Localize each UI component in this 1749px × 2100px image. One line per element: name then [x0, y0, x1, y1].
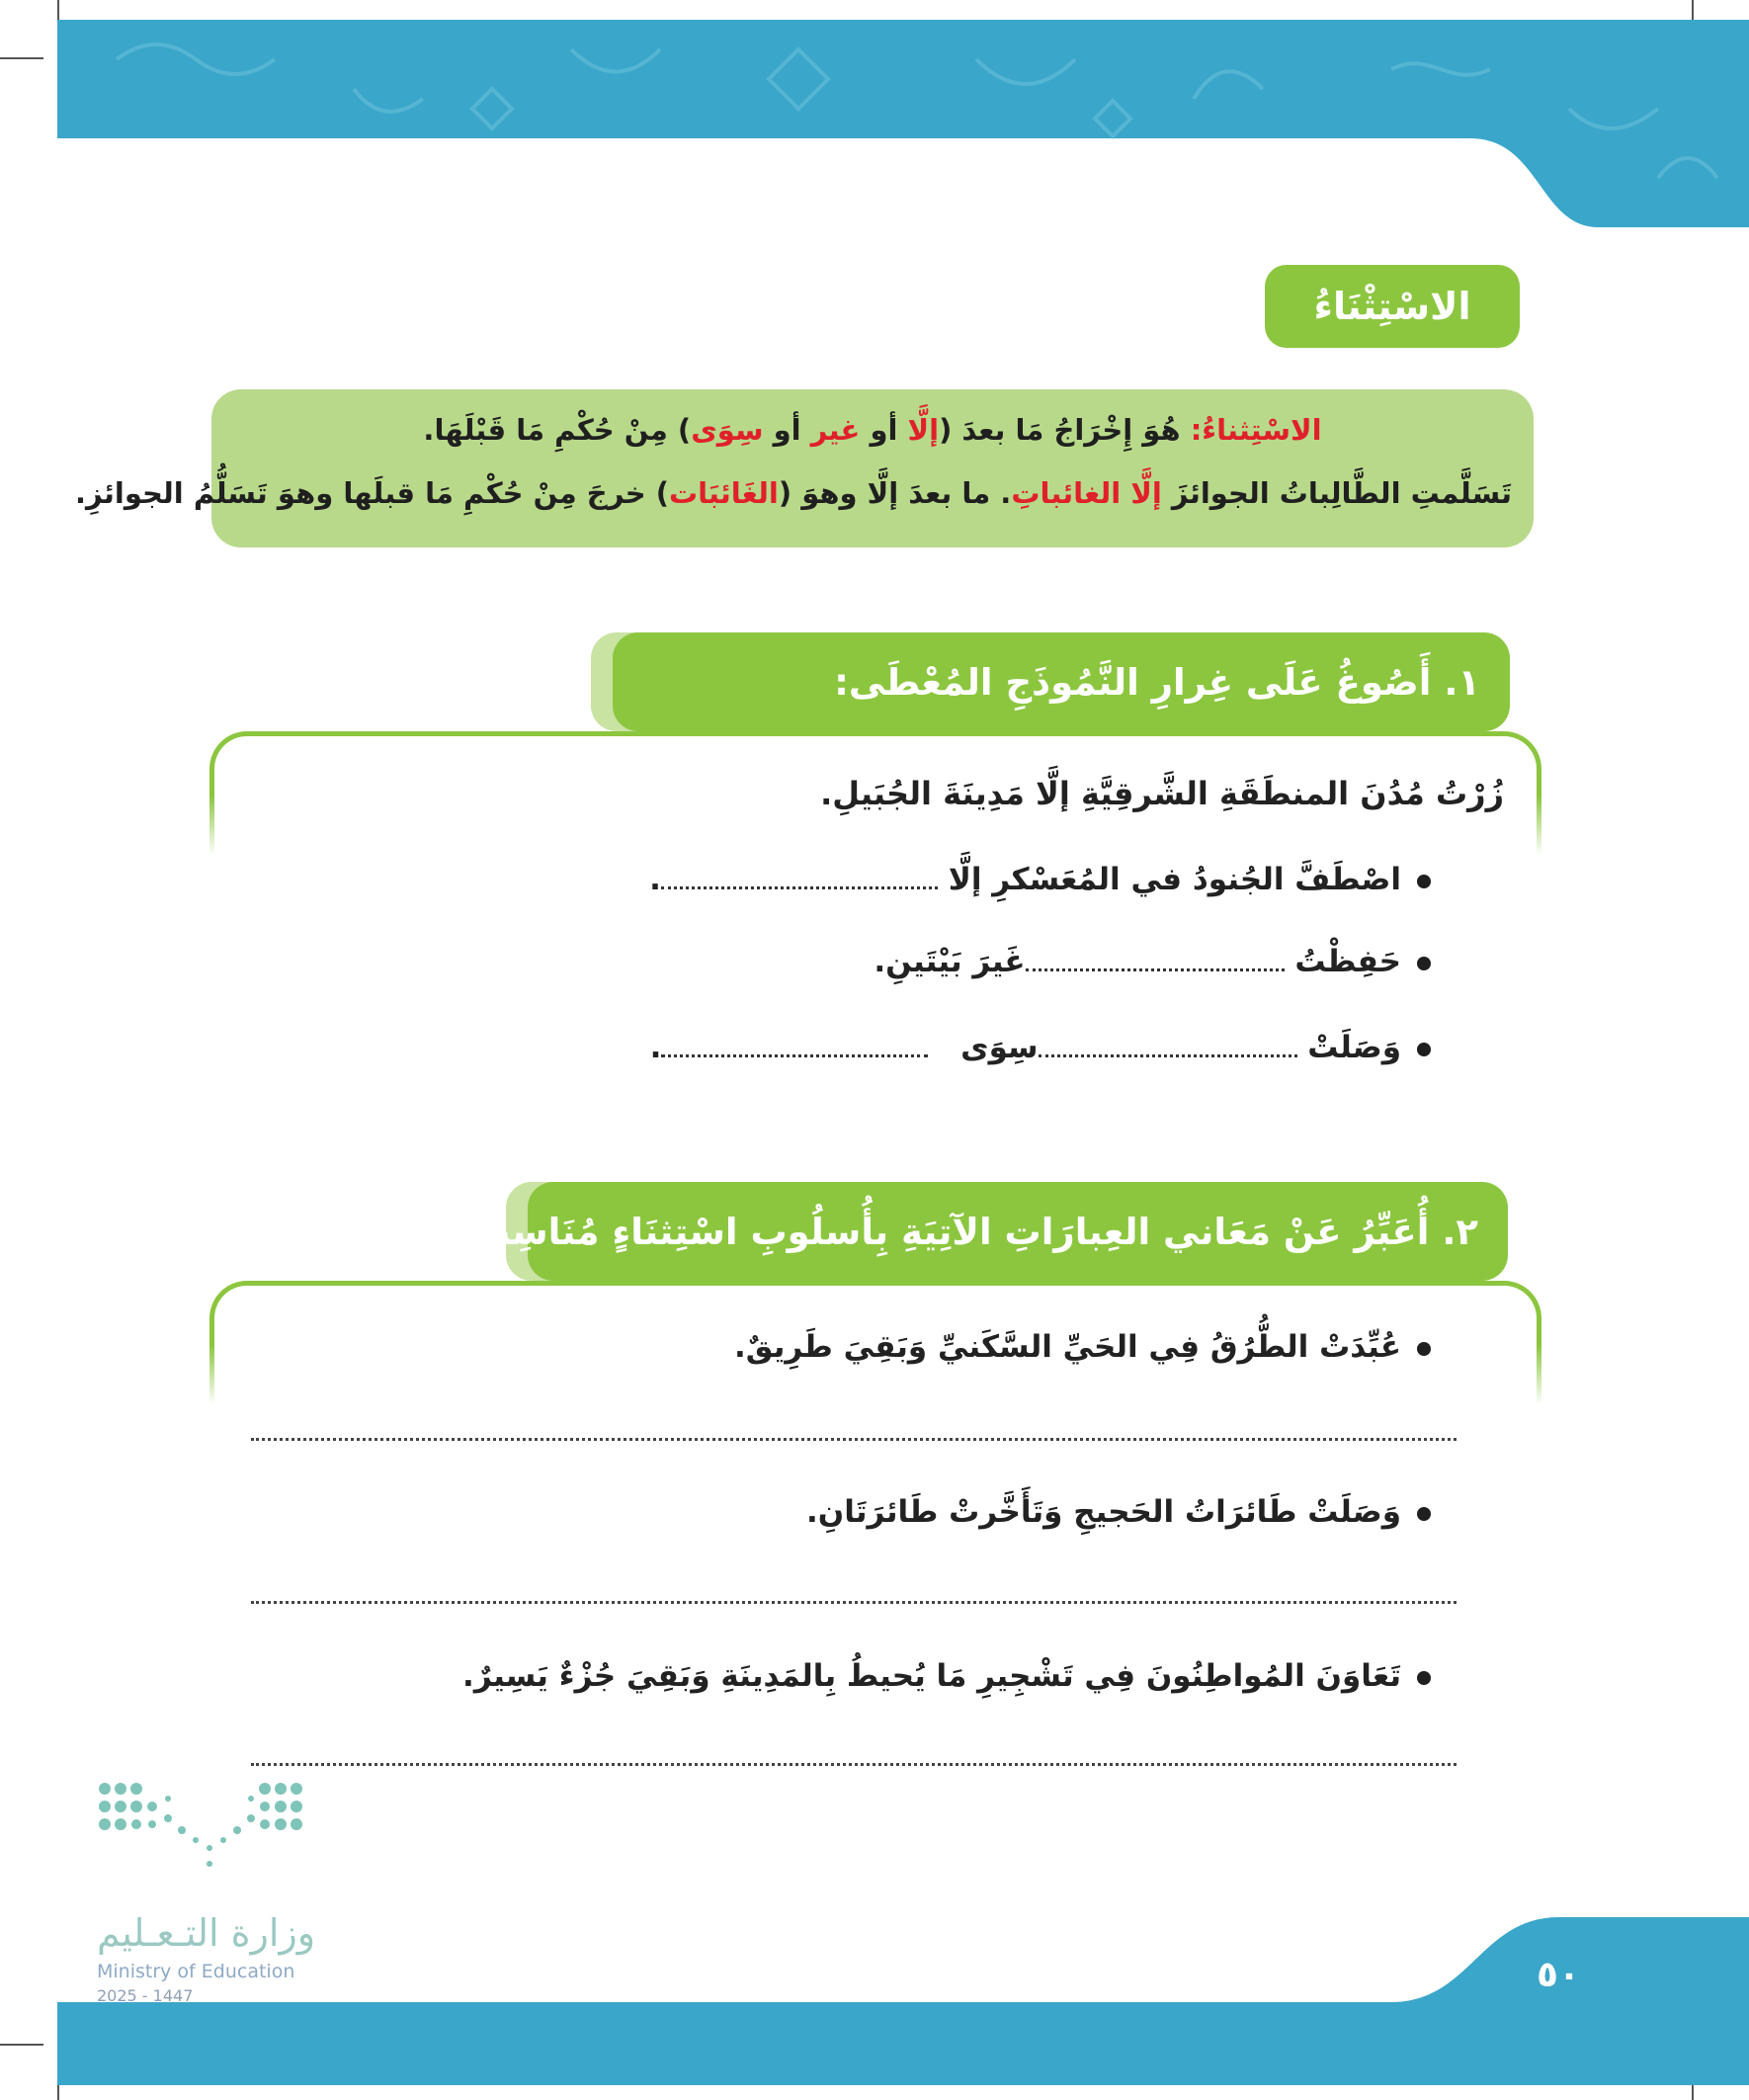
- definition-text-a: هُوَ إِخْرَاجُ مَا بعدَ (: [939, 413, 1181, 447]
- example-highlight: إلَّا الغائباتِ: [1011, 476, 1162, 510]
- lesson-title: الاسْتِثْنَاءُ: [1265, 265, 1520, 348]
- bullet-icon: [1417, 875, 1431, 888]
- exercise1-item: [650, 1030, 1431, 1065]
- crop-mark: [0, 57, 43, 59]
- item3-end: .: [649, 1030, 662, 1065]
- exercise2-item: [734, 1329, 1431, 1365]
- bullet-icon: [1417, 1043, 1431, 1056]
- exercise2-heading: ٢. أُعَبِّرُ عَنْ مَعَاني العِبارَاتِ الآتِيَةِ بِأُسلُوبِ اسْتِثنَاءٍ مُنَاسِبٍ:: [528, 1182, 1508, 1281]
- item1-text: اصْطَفَّ الجُنودُ في المُعَسْكرِ إلَّا: [948, 862, 1401, 897]
- bullet-icon: [1417, 1671, 1431, 1685]
- crop-mark: [0, 2044, 43, 2046]
- item2-text-b: غَيرَ بَيْتَينِ.: [874, 944, 1026, 979]
- item3-text-a: وَصَلَتْ: [1307, 1030, 1401, 1065]
- exercise2-item-text: تَعَاوَنَ المُواطِنُونَ فِي تَشْجِيرِ مَا يُحيطُ بِالمَدِينَةِ وَبَقِيَ جُزْءٌ يَسِيرٌ.: [462, 1658, 1401, 1694]
- example-line: [75, 476, 1512, 510]
- answer-line[interactable]: [251, 1601, 1457, 1604]
- page-number: ٥٠: [1537, 1955, 1580, 1995]
- answer-blank[interactable]: [661, 1035, 928, 1057]
- example-text-b: . ما بعدَ إلَّا وهوَ (: [778, 476, 1012, 510]
- definition-or: أو: [763, 413, 811, 447]
- definition-text-b: ) مِنْ حُكْمِ مَا قَبْلَهَا.: [423, 413, 692, 447]
- example-word: الغَائبَات: [669, 476, 779, 510]
- definition-line: [211, 413, 1534, 447]
- exercise1-model: زُرْتُ مُدُنَ المنطَقَةِ الشَّرقِيَّةِ إلَّا مَدِينَةَ الجُبَيلِ.: [820, 775, 1504, 812]
- header-band: [57, 20, 1749, 227]
- bullet-icon: [1417, 1342, 1431, 1356]
- example-text-c: ) خرجَ مِنْ حُكْمِ مَا قبلَها وهوَ تَسَلُّمُ الجوائزِ.: [74, 476, 669, 510]
- example-text-a: تَسَلَّمتِ الطَّالِباتُ الجوائزَ: [1161, 476, 1512, 510]
- definition-or: أو: [860, 413, 908, 447]
- exercise2-item: [806, 1494, 1431, 1530]
- exercise2-item: [462, 1658, 1431, 1694]
- bullet-icon: [1417, 1507, 1431, 1521]
- answer-blank[interactable]: [1039, 1035, 1297, 1057]
- exercise1-item: [874, 944, 1431, 979]
- exercise2-item-text: وَصَلَتْ طَائرَاتُ الحَجيجِ وَتَأَخَّرتْ طَائرَتَانِ.: [806, 1494, 1401, 1530]
- ministry-logo-icon: [95, 1779, 312, 1897]
- exercise1-heading: ١. أَصُوغُ عَلَى غِرارِ النَّمُوذَجِ المُعْطَى:: [613, 632, 1510, 731]
- item1-end: .: [649, 862, 661, 897]
- definition-term: الاسْتِثناءُ:: [1190, 413, 1322, 447]
- answer-blank[interactable]: [1026, 949, 1285, 971]
- item2-text-a: حَفِظْتُ: [1294, 944, 1401, 979]
- exception-tool-illa: إلَّا: [907, 413, 940, 447]
- exception-tool-ghayr: غير: [810, 413, 861, 447]
- exception-tool-siwa: سِوَى: [691, 413, 764, 447]
- bullet-icon: [1417, 957, 1431, 970]
- answer-line[interactable]: [251, 1438, 1457, 1441]
- ministry-name-arabic: وزارة التـعـليم: [97, 1911, 316, 1955]
- answer-blank[interactable]: [661, 867, 938, 889]
- ministry-name-english: Ministry of Education: [97, 1961, 295, 1982]
- item3-text-b: سِوَى: [960, 1030, 1039, 1065]
- exercise2-item-text: عُبِّدَتْ الطُّرُقُ فِي الحَيِّ السَّكَنيِّ وَبَقِيَ طَرِيقٌ.: [733, 1329, 1401, 1365]
- edition-year: 2025 - 1447: [97, 1986, 194, 2005]
- answer-line[interactable]: [251, 1763, 1457, 1766]
- definition-box: [74, 389, 1534, 547]
- exercise1-item: [649, 862, 1431, 897]
